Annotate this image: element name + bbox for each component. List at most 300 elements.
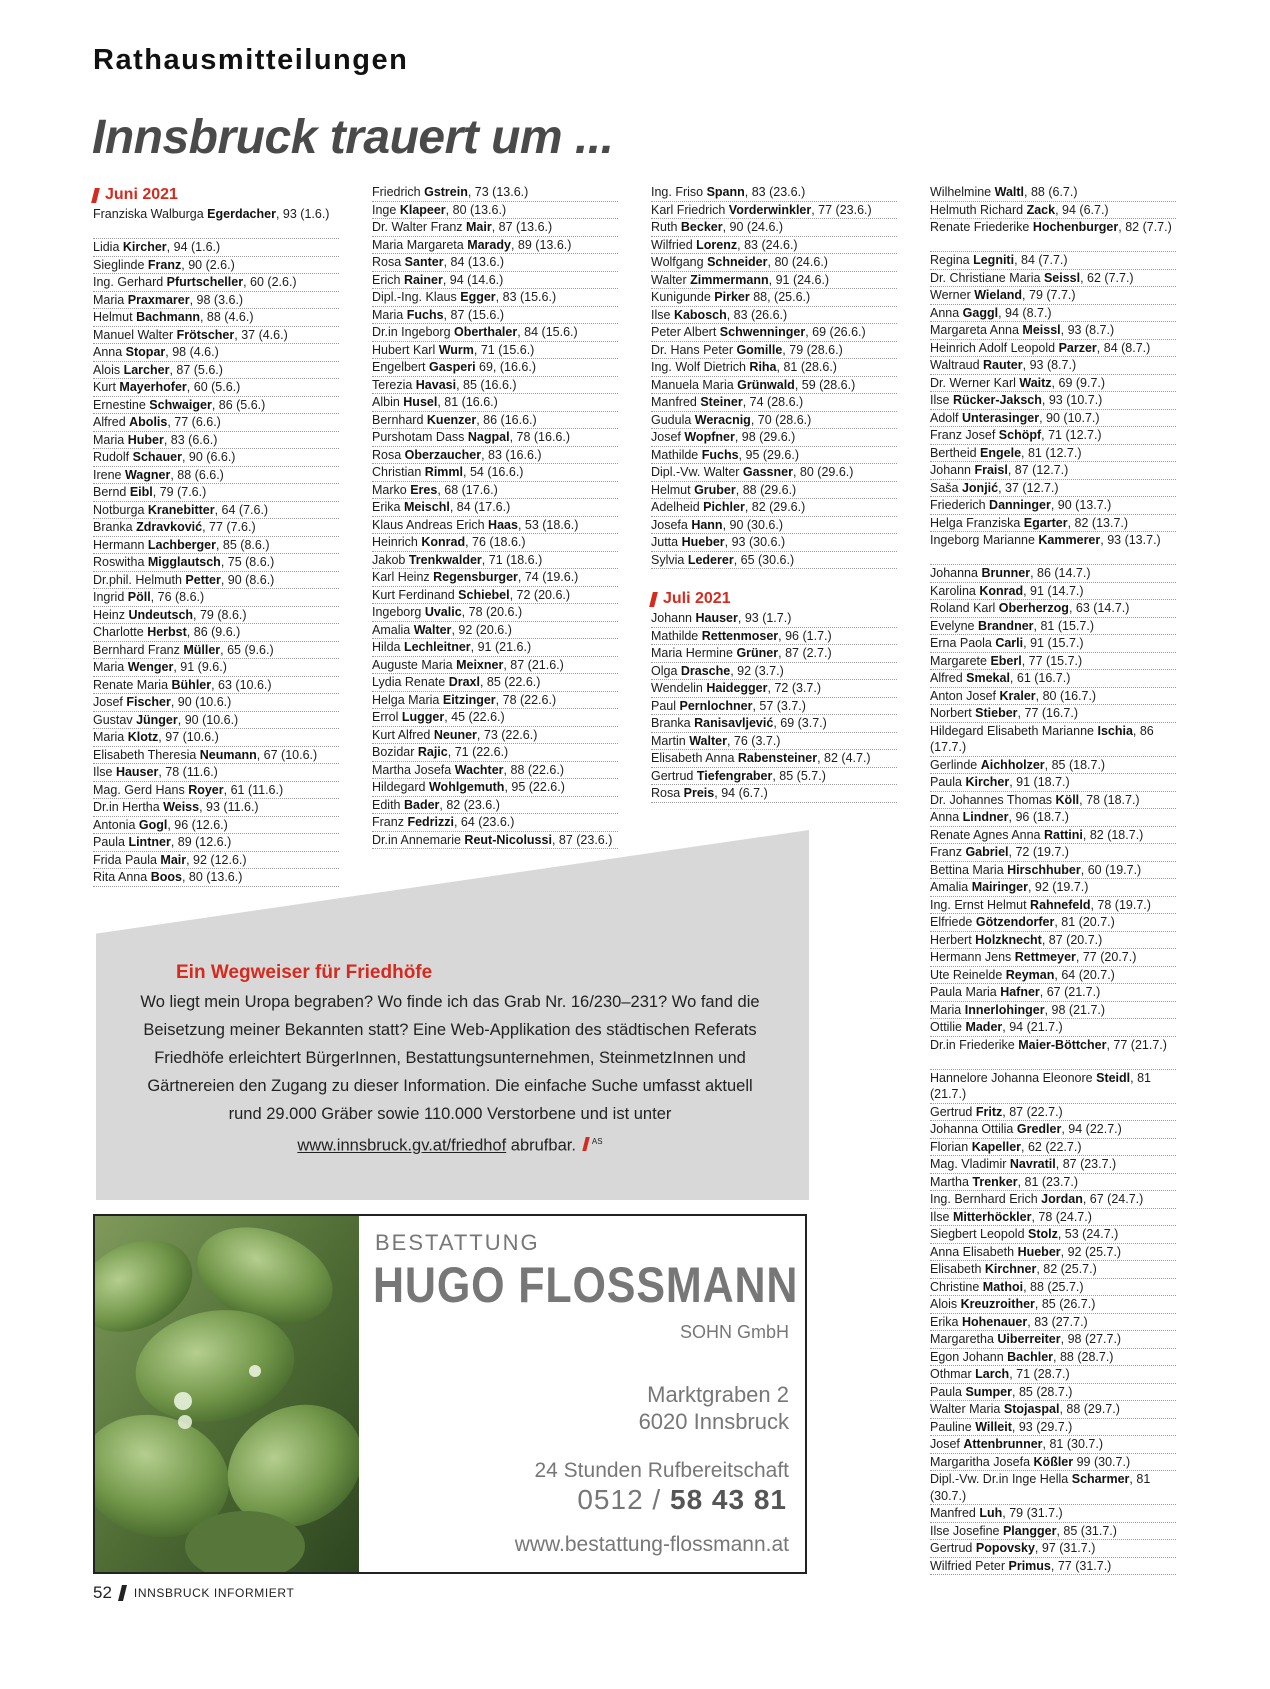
obituary-entry (930, 184, 1176, 202)
entry-given-names: Lydia Renate (372, 675, 449, 689)
obituary-entry (930, 1523, 1176, 1541)
entry-surname: Mair (466, 220, 492, 234)
entry-age-date: , 90 (6.6.) (181, 450, 236, 464)
entry-surname: Wenger (127, 660, 174, 674)
entry-given-names: Rosa (372, 447, 405, 462)
entry-given-names: Manfred (651, 395, 701, 409)
entry-surname: Hauser (695, 611, 738, 625)
entry-age-date: , 81 (23.7.) (1017, 1174, 1079, 1189)
entry-given-names: Kurt Ferdinand (372, 587, 459, 602)
ad-city: 6020 Innsbruck (638, 1409, 789, 1434)
entry-age-date: , 74 (28.6.) (742, 395, 804, 409)
entry-given-names: Helmut (651, 482, 695, 497)
entry-given-names: Roland Karl (930, 601, 999, 615)
entry-age-date: , 73 (22.6.) (476, 727, 538, 742)
obituary-entry (930, 392, 1176, 410)
entry-surname: Rainer (403, 272, 443, 287)
entry-surname: Kammerer (1038, 533, 1101, 547)
entry-surname: Wopfner (684, 430, 735, 444)
entry-given-names: Adolf (930, 410, 962, 425)
entry-given-names: Heinrich (372, 535, 422, 549)
obituary-entry (93, 712, 339, 730)
obituary-entry (930, 1104, 1176, 1122)
entry-given-names: Maria (93, 730, 128, 744)
entry-age-date: , 62 (22.7.) (1021, 1139, 1082, 1154)
ad-phone-number: 58 43 81 (670, 1484, 787, 1515)
obituary-entry (93, 572, 339, 590)
cemetery-guide-heading: Ein Wegweiser für Friedhöfe (176, 962, 433, 983)
entry-age-date: , 90 (2.6.) (181, 257, 235, 272)
entry-surname: Kircher (122, 240, 167, 254)
obituary-entry (372, 534, 618, 552)
entry-age-date: , 88 (4.6.) (199, 310, 254, 324)
entry-given-names: Maria (93, 292, 128, 307)
entry-surname: Stojaspal (1003, 1402, 1060, 1416)
obituary-entry (93, 537, 339, 555)
entry-given-names: Margareta Anna (930, 323, 1023, 337)
obituary-entry (372, 447, 618, 465)
ad-street: Marktgraben 2 (647, 1382, 789, 1407)
entry-age-date: , 59 (28.6.) (794, 377, 856, 392)
entry-age-date: , 83 (24.6.) (737, 237, 798, 252)
entry-age-date: , 87 (22.7.) (1002, 1104, 1063, 1119)
entry-surname: Brandner (977, 618, 1034, 633)
obituary-entry (930, 1070, 1176, 1104)
obituary-entry (930, 618, 1176, 636)
entry-given-names: Ing. Friso (651, 185, 707, 199)
entry-age-date: , 87 (5.6.) (169, 362, 223, 377)
entry-given-names: Franziska Walburga (93, 207, 208, 221)
entry-age-date: , 93 (29.7.) (1011, 1419, 1073, 1434)
leaf-photo (95, 1216, 359, 1572)
entry-age-date: , 94 (14.6.) (442, 272, 504, 287)
entry-surname: Wurm (438, 342, 474, 357)
entry-surname: Eres (410, 482, 438, 497)
obituary-entry (372, 499, 618, 517)
entry-surname: Neumann (199, 747, 257, 762)
entry-given-names: Martin (651, 733, 690, 748)
entry-age-date: , 53 (24.7.) (1057, 1227, 1119, 1241)
entry-surname: Undeutsch (128, 607, 194, 622)
obituary-entry (93, 677, 339, 695)
obituary-entry (930, 287, 1176, 305)
entry-age-date: , 93 (8.7.) (1022, 358, 1077, 372)
entry-age-date: , 92 (19.7.) (1027, 880, 1089, 894)
obituary-entry (930, 462, 1176, 480)
obituary-entry (930, 1349, 1176, 1367)
obituary-entry (930, 1540, 1176, 1558)
entry-given-names: Elisabeth (930, 1262, 985, 1276)
entry-given-names: Klaus Andreas Erich (372, 517, 489, 532)
entry-age-date: , 82 (4.7.) (817, 751, 871, 765)
entry-given-names: Paul (651, 698, 680, 713)
entry-surname: Spann (706, 185, 745, 199)
obituary-entry (930, 270, 1176, 288)
ad-website[interactable]: www.bestattung-flossmann.at (514, 1533, 789, 1556)
obituary-entry (372, 482, 618, 500)
entry-age-date: , 81 (21.7.) (930, 1070, 1152, 1101)
entry-age-date: , 90 (10.6.) (177, 712, 239, 727)
entry-surname: Kreuzroither (960, 1297, 1035, 1311)
entry-surname: Klotz (127, 730, 159, 744)
entry-surname: Bachmann (136, 310, 200, 324)
entry-surname: Steiner (700, 395, 743, 409)
entry-surname: Mayerhofer (119, 380, 187, 394)
entry-given-names: Florian (930, 1139, 972, 1154)
entry-surname: Reyman (1005, 967, 1055, 982)
entry-given-names: Franz (372, 815, 408, 829)
entry-surname: Plangger (1002, 1523, 1057, 1538)
obituary-entry (93, 852, 339, 870)
entry-age-date: , 96 (12.6.) (167, 817, 228, 832)
entry-given-names: Ing. Ernst Helmut (930, 897, 1031, 912)
entry-age-date: , 98 (27.7.) (1060, 1332, 1122, 1346)
entry-surname: Innerlohinger (964, 1002, 1045, 1017)
entry-surname: Pfurtscheller (166, 275, 244, 289)
obituary-entry (651, 785, 897, 803)
entry-age-date: , 88 (6.7.) (1024, 185, 1078, 199)
entry-given-names: Bozidar (372, 745, 418, 759)
entry-given-names: Jakob (372, 552, 409, 567)
entry-given-names: Evelyne (930, 618, 978, 633)
entry-given-names: Josef (651, 430, 685, 444)
entry-surname: Pichler (703, 500, 745, 514)
obituary-entry (651, 552, 897, 570)
entry-age-date: , 93 (30.6.) (724, 535, 786, 549)
obituary-entry (93, 554, 339, 572)
entry-age-date: , 91 (14.7.) (1023, 583, 1084, 598)
obituary-entry (930, 1384, 1176, 1402)
cemetery-guide-link[interactable]: www.innsbruck.gv.at/friedhof (297, 1136, 507, 1155)
entry-surname: Hirschhuber (1007, 862, 1081, 877)
entry-age-date: , 71 (18.6.) (481, 552, 543, 567)
entry-given-names: Dr. Hans Peter (651, 342, 737, 357)
entry-surname: Ischia (1097, 723, 1133, 738)
entry-surname: Santer (404, 255, 444, 269)
entry-surname: Attenbrunner (963, 1437, 1043, 1451)
entry-surname: Huber (127, 432, 164, 447)
entry-given-names: Wilfried Peter (930, 1558, 1009, 1573)
entry-age-date: , 76 (8.6.) (150, 590, 205, 604)
obituary-entry (930, 1314, 1176, 1332)
entry-age-date: , 75 (8.6.) (220, 555, 275, 569)
entry-given-names: Franz Josef (930, 428, 999, 442)
entry-age-date: , 88 (29.6.) (735, 482, 797, 497)
entry-given-names: Dipl.-Vw. Dr.in Inge Hella (930, 1472, 1072, 1486)
entry-age-date: , 77 (23.6.) (811, 202, 872, 217)
entry-age-date: , 71 (15.6.) (473, 342, 535, 357)
obituary-entry (930, 1037, 1176, 1070)
entry-given-names: Helmut (93, 310, 137, 324)
entry-surname: Eitzinger (442, 692, 496, 707)
entry-age-date: , 80 (13.6.) (445, 202, 507, 217)
entry-surname: Seissl (1043, 270, 1081, 285)
entry-given-names: Rita Anna (93, 870, 151, 884)
entry-age-date: , 89 (12.6.) (170, 835, 232, 849)
obituary-entry (372, 569, 618, 587)
entry-surname: Wagner (124, 467, 171, 482)
obituary-entry (372, 727, 618, 745)
entry-surname: Hauser (115, 765, 159, 779)
entry-age-date: , 63 (10.6.) (211, 677, 272, 692)
entry-given-names: Engelbert (372, 360, 429, 374)
entry-given-names: Purshotam Dass (372, 430, 468, 444)
obituary-entry (651, 324, 897, 342)
entry-age-date: , 95 (22.6.) (504, 780, 565, 794)
entry-surname: Ranisavljević (694, 716, 774, 730)
obituary-column-2 (372, 184, 618, 849)
obituary-entry (372, 674, 618, 692)
entry-age-date: , 77 (21.7.) (1106, 1037, 1167, 1052)
entry-surname: Brunner (981, 566, 1031, 580)
entry-age-date: , 80 (29.6.) (792, 465, 854, 479)
obituary-entry (930, 1558, 1176, 1576)
entry-surname: Fischer (126, 695, 171, 709)
entry-surname: Willeit (975, 1419, 1012, 1434)
entry-surname: Schwaiger (149, 397, 212, 412)
entry-given-names: Elisabeth Theresia (93, 747, 200, 762)
obituary-entry (930, 340, 1176, 358)
entry-surname: Schwenninger (719, 325, 806, 339)
obituary-entry (372, 202, 618, 220)
entry-surname: Regensburger (433, 570, 518, 584)
obituary-entry (930, 1226, 1176, 1244)
entry-given-names: Gustav (93, 712, 137, 727)
entry-given-names: Roswitha (93, 555, 148, 569)
entry-age-date: , 68 (17.6.) (437, 482, 498, 497)
obituary-entry (930, 515, 1176, 533)
entry-given-names: Ilse Josefine (930, 1523, 1003, 1538)
entry-age-date: , 85 (28.7.) (1012, 1384, 1073, 1399)
entry-surname: Wieland (974, 288, 1023, 302)
obituary-entry (651, 698, 897, 716)
entry-given-names: Ingrid (93, 590, 128, 604)
entry-age-date: , 93 (8.7.) (1060, 323, 1115, 337)
obituary-entry (372, 657, 618, 675)
entry-age-date: , 94 (6.7.) (714, 786, 768, 800)
entry-given-names: Bernhard Franz (93, 642, 184, 657)
entry-given-names: Dr. Johannes Thomas (930, 792, 1056, 807)
obituary-entry (930, 1471, 1176, 1505)
entry-age-date: , 80 (16.7.) (1035, 688, 1097, 703)
entry-age-date: , 71 (28.7.) (1009, 1367, 1070, 1381)
obituary-entry (372, 307, 618, 325)
entry-given-names: Dr. Christiane Maria (930, 270, 1044, 285)
obituary-entry (372, 744, 618, 762)
entry-given-names: Johann (651, 611, 696, 625)
entry-age-date: , 97 (10.6.) (158, 730, 219, 744)
entry-age-date: , 61 (11.6.) (223, 782, 284, 797)
entry-surname: Smekal (966, 671, 1010, 685)
entry-surname: Haidegger (706, 681, 768, 695)
entry-given-names: Renate Friederike (930, 220, 1033, 234)
entry-age-date: , 79 (31.7.) (1002, 1506, 1063, 1520)
entry-surname: Walter (689, 733, 727, 748)
obituary-entry (651, 499, 897, 517)
obituary-entry (930, 1191, 1176, 1209)
entry-age-date: 99 (30.7.) (1073, 1454, 1131, 1469)
entry-surname: Kirchner (984, 1262, 1037, 1276)
entry-surname: Eibl (129, 485, 153, 499)
obituary-entry (93, 502, 339, 520)
entry-age-date: , 80 (24.6.) (767, 255, 828, 269)
entry-age-date: , 79 (8.6.) (193, 607, 247, 622)
entry-surname: Larcher (123, 362, 170, 377)
entry-given-names: Peter Albert (651, 325, 720, 339)
entry-age-date: , 98 (21.7.) (1044, 1002, 1106, 1017)
entry-surname: Konrad (979, 583, 1024, 598)
entry-surname: Kapeller (971, 1139, 1022, 1154)
entry-surname: Jünger (136, 712, 178, 727)
entry-surname: Eberl (990, 653, 1022, 668)
publication-name: INNSBRUCK INFORMIERT (133, 1586, 295, 1600)
obituary-entry (930, 792, 1176, 810)
entry-age-date: , 94 (1.6.) (166, 240, 221, 254)
entry-given-names: Antonia (93, 817, 139, 832)
entry-surname: Gasperi (428, 360, 476, 374)
entry-age-date: , 72 (20.6.) (509, 587, 571, 602)
ad-phone (577, 1484, 787, 1516)
obituary-entry (651, 447, 897, 465)
entry-surname: Praxmarer (127, 292, 190, 307)
entry-surname: Oberherzog (998, 601, 1069, 615)
obituary-entry (372, 604, 618, 622)
obituary-entry (930, 688, 1176, 706)
entry-given-names: Maria (372, 307, 407, 322)
page-number: 52 (93, 1583, 112, 1602)
entry-age-date: , 89 (13.6.) (510, 237, 572, 252)
entry-age-date: , 94 (22.7.) (1061, 1122, 1122, 1136)
entry-surname: Mader (965, 1020, 1003, 1034)
entry-surname: Neuner (433, 727, 477, 742)
obituary-entry (372, 324, 618, 342)
entry-given-names: Martha (930, 1174, 973, 1189)
ad-availability: 24 Stunden Rufbereitschaft (534, 1459, 789, 1482)
obituary-entry (651, 359, 897, 377)
entry-given-names: Herbert (930, 932, 976, 947)
entry-age-date: 69, (16.6.) (475, 360, 536, 374)
entry-age-date: , 85 (18.7.) (1044, 757, 1106, 772)
obituary-entry (93, 344, 339, 362)
entry-given-names: Rosa (372, 255, 405, 269)
entry-given-names: Josefa (651, 517, 692, 532)
obituary-entry (93, 449, 339, 467)
entry-given-names: Dr.in Hertha (93, 800, 164, 814)
entry-given-names: Margaretha (930, 1332, 998, 1346)
entry-surname: Schauer (132, 450, 182, 464)
obituary-entry (930, 670, 1176, 688)
entry-age-date: , 71 (22.6.) (447, 745, 509, 759)
entry-given-names: Walter (651, 272, 691, 287)
entry-given-names: Lidia (93, 240, 123, 254)
slash-icon (91, 188, 100, 203)
entry-age-date: , 92 (20.6.) (451, 622, 512, 637)
entry-given-names: Auguste Maria (372, 657, 457, 672)
entry-surname: Hohenauer (961, 1314, 1028, 1329)
month-spacer (651, 569, 897, 588)
entry-given-names: Friederich (930, 498, 990, 512)
entry-given-names: Dr.in Ingeborg (372, 325, 454, 339)
entry-given-names: Paula (930, 1384, 966, 1399)
entry-given-names: Johanna (930, 566, 982, 580)
obituary-entry (930, 1019, 1176, 1037)
obituary-entry (930, 1244, 1176, 1262)
entry-surname: Zimmermann (690, 272, 769, 287)
obituary-entry (930, 1454, 1176, 1472)
entry-surname: Egerdacher (207, 207, 276, 221)
entry-given-names: Ilse (930, 1209, 953, 1224)
entry-surname: Meischl (403, 500, 450, 514)
entry-surname: Kößler (1033, 1454, 1074, 1469)
entry-age-date: , 70 (28.6.) (750, 412, 812, 427)
entry-age-date: , 93 (13.7.) (1100, 533, 1161, 547)
entry-age-date: , 81 (30.7.) (930, 1472, 1151, 1503)
entry-age-date: , 72 (19.7.) (1008, 845, 1069, 859)
entry-age-date: , 82 (23.6.) (439, 797, 500, 812)
entry-age-date: , 82 (25.7.) (1036, 1262, 1097, 1276)
entry-surname: Waltl (994, 185, 1025, 199)
entry-age-date: , 79 (7.6.) (152, 485, 207, 499)
entry-surname: Hueber (681, 535, 725, 549)
entry-surname: Klapeer (399, 202, 446, 217)
entry-given-names: Pauline (930, 1419, 976, 1434)
obituary-entry (93, 817, 339, 835)
entry-given-names: Irene (93, 467, 125, 482)
entry-given-names: Karolina (930, 583, 980, 598)
funeral-home-ad (93, 1214, 807, 1574)
entry-given-names: Renate Maria (93, 677, 172, 692)
obituary-entry (930, 809, 1176, 827)
entry-given-names: Ing. Gerhard (93, 275, 167, 289)
entry-given-names: Egon Johann (930, 1349, 1008, 1364)
entry-given-names: Hermann (93, 537, 148, 552)
entry-age-date: , 77 (7.6.) (202, 520, 256, 534)
entry-age-date: , 37 (4.6.) (234, 327, 288, 342)
obituary-entry (930, 600, 1176, 618)
entry-age-date: , 84 (7.7.) (1014, 253, 1068, 267)
entry-age-date: , 91 (24.6.) (768, 272, 830, 287)
obituary-entry (93, 379, 339, 397)
entry-given-names: Sylvia (651, 552, 688, 567)
entry-surname: Gaggl (962, 305, 999, 320)
entry-surname: Rattini (1043, 827, 1083, 842)
entry-age-date: , 86 (16.6.) (476, 412, 537, 427)
entry-given-names: Dipl.-Ing. Klaus (372, 290, 461, 304)
obituary-entry (930, 705, 1176, 723)
entry-given-names: Elisabeth Anna (651, 751, 738, 765)
obituary-entry (93, 799, 339, 817)
entry-given-names: Anton Josef (930, 688, 1000, 703)
entry-age-date: , 65 (30.6.) (733, 552, 795, 567)
obituary-entry (372, 814, 618, 832)
obituary-entry (930, 1296, 1176, 1314)
obituary-entry (372, 237, 618, 255)
entry-surname: Uvalic (424, 605, 462, 619)
obituary-entry (372, 342, 618, 360)
obituary-entry (372, 762, 618, 780)
entry-surname: Mairinger (971, 880, 1028, 894)
entry-surname: Schiebel (458, 587, 510, 602)
entry-given-names: Alfred (930, 671, 967, 685)
entry-given-names: Rudolf (93, 450, 133, 464)
obituary-entry (372, 289, 618, 307)
obituary-entry (930, 1209, 1176, 1227)
entry-given-names: Paula Maria (930, 985, 1001, 999)
cemetery-guide-body: Wo liegt mein Uropa begraben? Wo finde ich das Grab Nr. 16/230–231? Wo fand die Beisetzung meiner Bekannten statt? Eine Web-Applikation des städtischen Referats Friedhöfe erleichtert BürgerInnen, Bestattungsunternehmen, SteinmetzInnen und Gärtnereien den Zugang zu dieser Information. Die einfache Suche umfasst aktuell rund 29.000 Gräber sowie 110.000 Verstorbene und ist unter (140, 993, 760, 1123)
entry-age-date: , 78 (16.6.) (509, 430, 571, 444)
obituary-entry (93, 484, 339, 502)
entry-given-names: Walter Maria (930, 1402, 1004, 1416)
